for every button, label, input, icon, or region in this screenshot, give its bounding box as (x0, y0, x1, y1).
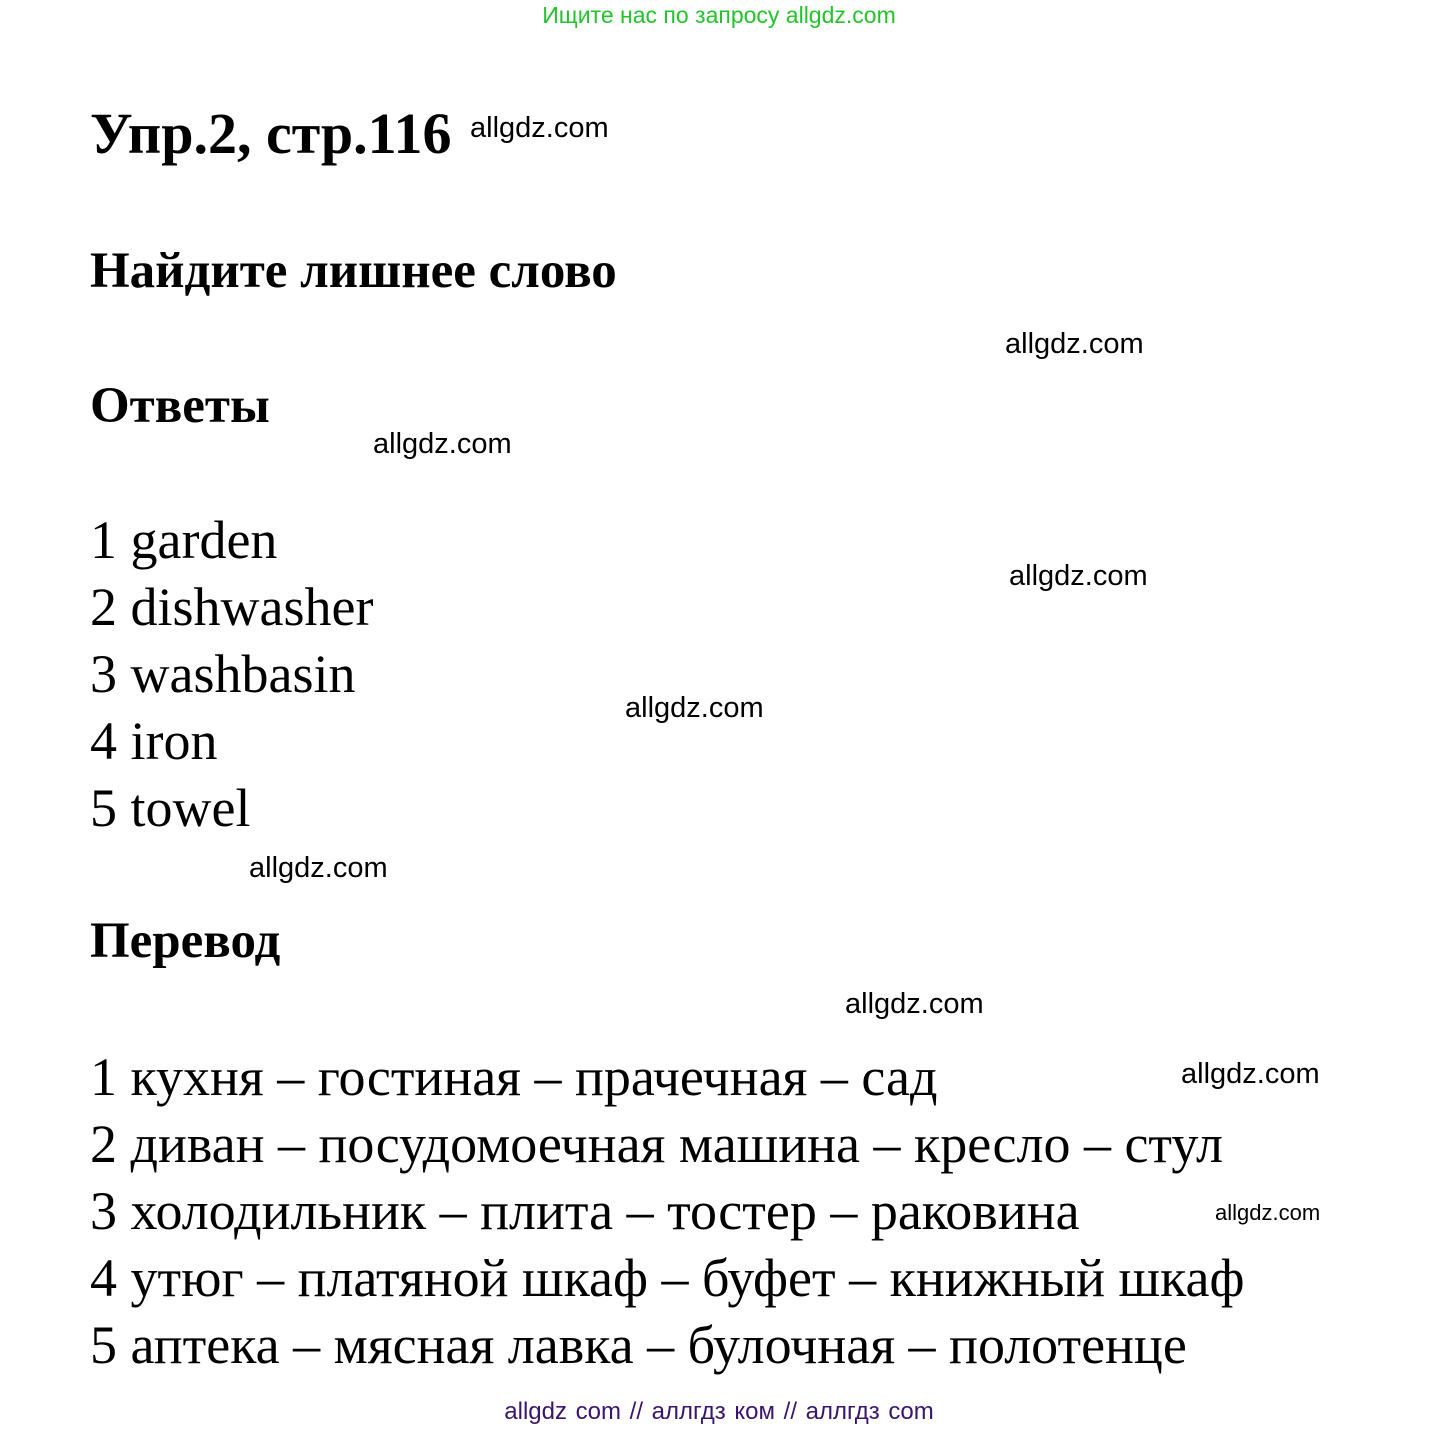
watermark: allgdz.com (470, 112, 609, 144)
watermark: allgdz.com (845, 988, 984, 1020)
watermark: allgdz.com (1009, 560, 1148, 592)
task-heading: Найдите лишнее слово (90, 243, 617, 299)
answers-heading: Ответы (90, 378, 270, 434)
footer-banner[interactable]: allgdz com // аллгдз ком // аллгдз com (504, 1398, 934, 1425)
answer-item: 4 iron (90, 711, 218, 771)
answers-list (90, 507, 373, 842)
watermark: allgdz.com (1005, 328, 1144, 360)
translation-item: 3 холодильник – плита – тостер – раковина (90, 1181, 1080, 1241)
answer-item: 1 garden (90, 510, 278, 570)
translation-item: 5 аптека – мясная лавка – булочная – полотенце (90, 1315, 1187, 1375)
answer-item: 3 washbasin (90, 644, 356, 704)
translation-item: 1 кухня – гостиная – прачечная – сад (90, 1047, 938, 1107)
translation-item: 2 диван – посудомоечная машина – кресло – стул (90, 1114, 1223, 1174)
watermark: allgdz.com (1181, 1058, 1320, 1090)
watermark: allgdz.com (249, 852, 388, 884)
watermark: allgdz.com (625, 692, 764, 724)
watermark: allgdz.com (373, 428, 512, 460)
header-banner[interactable]: Ищите нас по запросу allgdz.com (542, 2, 896, 28)
page-title: Упр.2, стр.116 (90, 101, 452, 166)
watermark: allgdz.com (1215, 1200, 1321, 1225)
translation-heading: Перевод (90, 913, 281, 969)
answer-item: 2 dishwasher (90, 577, 374, 637)
translation-item: 4 утюг – платяной шкаф – буфет – книжный шкаф (90, 1248, 1245, 1308)
answer-item: 5 towel (90, 778, 251, 838)
translations-list (90, 1044, 1245, 1379)
